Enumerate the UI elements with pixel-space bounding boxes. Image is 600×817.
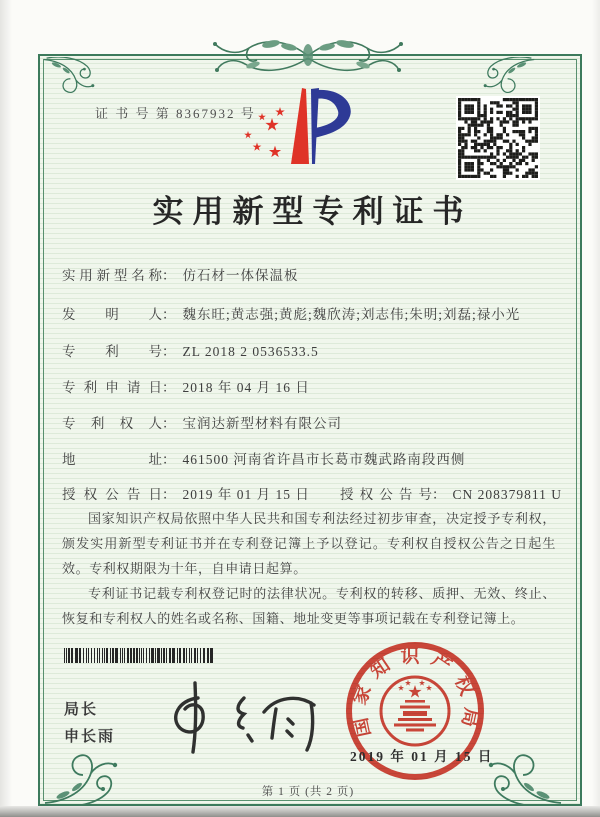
field-label: 授权公告号 (340, 487, 432, 502)
field-label: 专利权人 (62, 416, 162, 431)
field-value: 461500 河南省许昌市长葛市魏武路南段西侧 (182, 452, 466, 467)
field-label: 专利号 (62, 344, 162, 359)
floral-flourish (41, 737, 141, 807)
page-footer: 第 1 页 (共 2 页) (261, 786, 355, 798)
field-colon: ： (162, 307, 176, 322)
legal-paragraph: 国家知识产权局依照中华人民共和国专利法经过初步审查，决定授予专利权，颁发实用新型专利证书并在专利登记簿上予以登记。专利权自授权公告之日起生效。专利权期限为十年，自申请日起算。 (62, 511, 556, 576)
field-row-name (62, 264, 558, 284)
field-row-patent-no (62, 340, 558, 360)
field-colon: ： (162, 487, 176, 502)
seal-text: 国家知识产权局 (348, 645, 482, 739)
field-value: 仿石材一体保温板 (182, 268, 299, 283)
certificate-title: 实用新型专利证书 (152, 194, 473, 229)
field-value: 2018 年 04 月 16 日 (182, 380, 310, 395)
director-title: 局长 (64, 701, 99, 718)
photo-shadow (0, 806, 600, 817)
field-row-grant (62, 483, 563, 503)
field-row-filing-date (62, 376, 558, 396)
field-value: CN 208379811 U (452, 487, 563, 502)
qr-code (456, 96, 540, 180)
field-colon: ： (162, 344, 176, 359)
field-row-address (62, 448, 558, 468)
field-value: 魏东旺;黄志强;黄彪;魏欣涛;刘志伟;朱明;刘磊;禄小光 (182, 307, 521, 322)
barcode (64, 648, 216, 663)
legal-text (62, 506, 556, 631)
field-colon: ： (162, 416, 176, 431)
floral-flourish (41, 57, 111, 105)
grant-date-pair (62, 487, 310, 502)
field-value: 2019 年 01 月 15 日 (182, 487, 310, 502)
photo-shadow (592, 0, 600, 817)
field-value: ZL 2018 2 0536533.5 (182, 344, 319, 359)
cnipa-logo-icon (242, 84, 364, 170)
director-name: 申长雨 (64, 728, 116, 745)
field-label: 专利申请日 (62, 380, 162, 395)
top-garland-flourish (193, 32, 423, 78)
field-colon: ： (162, 268, 176, 283)
field-label: 发明人 (62, 307, 162, 322)
certificate-number: 证 书 号 第 8367932 号 (95, 106, 256, 121)
photo-shadow (0, 0, 12, 817)
field-value: 宝润达新型材料有限公司 (182, 416, 342, 431)
seal-date: 2019 年 01 月 15 日 (350, 749, 494, 764)
field-row-inventors (62, 303, 558, 323)
national-emblem-icon (381, 677, 449, 745)
field-colon: ： (162, 452, 176, 467)
director-signature (158, 680, 323, 755)
field-label: 授权公告日 (62, 487, 162, 502)
floral-flourish (467, 57, 537, 105)
field-colon: ： (432, 487, 446, 502)
field-label: 实用新型名称 (62, 268, 162, 283)
grant-number-pair (340, 483, 562, 503)
field-row-patentee (62, 412, 558, 432)
field-colon: ： (162, 380, 176, 395)
field-label: 地址 (62, 452, 162, 467)
legal-paragraph: 专利证书记载专利权登记时的法律状况。专利权的转移、质押、无效、终止、恢复和专利权人的姓名或名称、国籍、地址变更等事项记载在专利登记簿上。 (62, 586, 556, 626)
